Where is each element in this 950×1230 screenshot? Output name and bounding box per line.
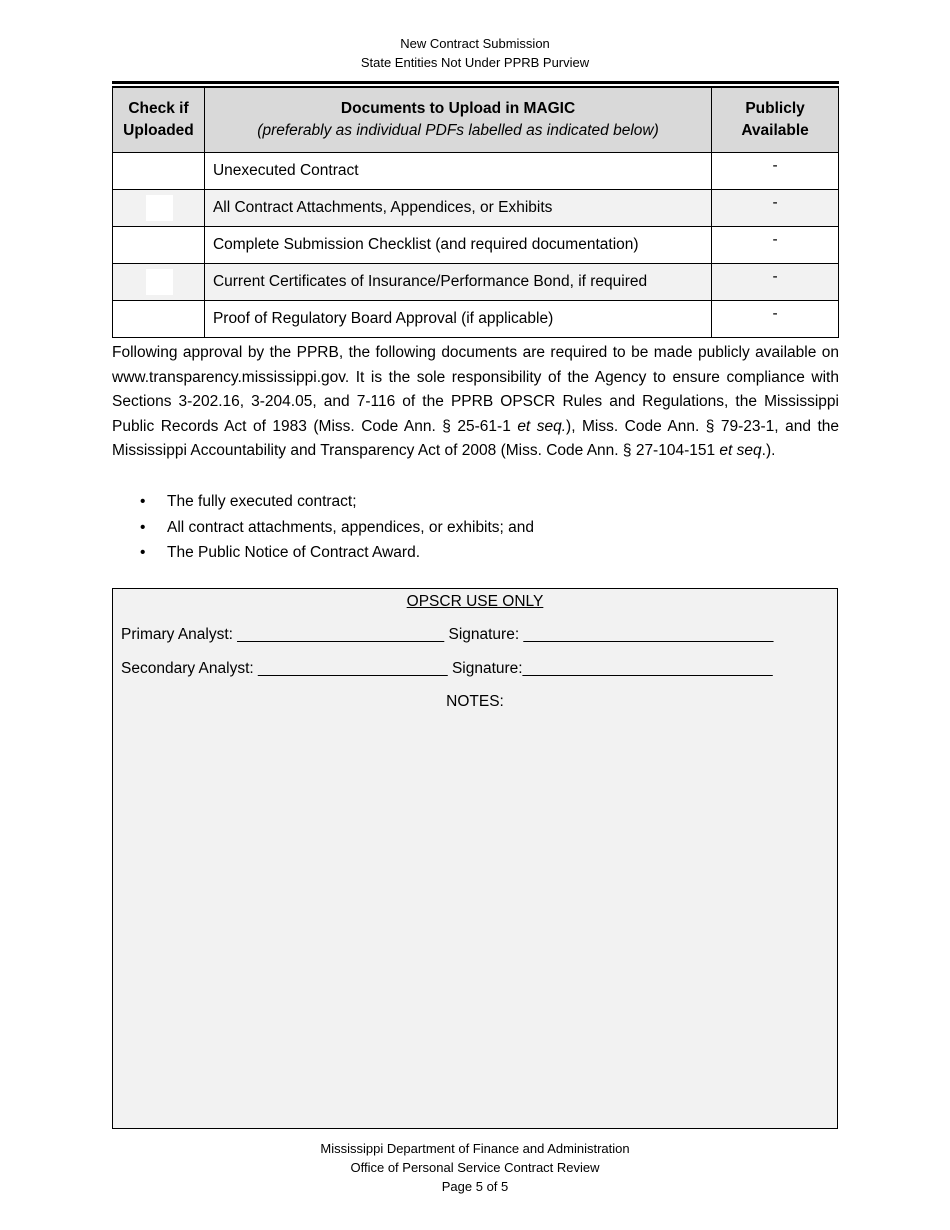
check-cell[interactable]	[113, 153, 205, 190]
publicly-available-value: -	[712, 301, 839, 338]
check-cell[interactable]	[113, 301, 205, 338]
document-name: Current Certificates of Insurance/Performance Bond, if required	[204, 264, 711, 301]
bullet-icon: •	[140, 518, 146, 536]
footer-department: Mississippi Department of Finance and Administration	[320, 1141, 630, 1156]
footer-office: Office of Personal Service Contract Review	[350, 1160, 600, 1175]
table-row	[113, 153, 839, 190]
page-header	[0, 34, 950, 72]
table-row	[113, 227, 839, 264]
page-footer	[0, 1139, 950, 1196]
document-name: Complete Submission Checklist (and required documentation)	[204, 227, 711, 264]
document-name: All Contract Attachments, Appendices, or Exhibits	[204, 190, 711, 227]
check-cell[interactable]	[113, 227, 205, 264]
check-cell	[113, 190, 205, 227]
bullet-icon: •	[140, 544, 146, 561]
check-cell	[113, 264, 205, 301]
opscr-title: OPSCR USE ONLY	[406, 593, 544, 610]
header-title: New Contract Submission	[400, 36, 550, 51]
document-name: Proof of Regulatory Board Approval (if applicable)	[204, 301, 711, 338]
publicly-available-value: -	[712, 227, 839, 264]
bullet-icon: •	[140, 493, 146, 510]
upload-checkbox[interactable]	[146, 269, 173, 295]
required-documents-list	[112, 489, 839, 566]
header-subtitle: State Entities Not Under PPRB Purview	[360, 55, 590, 70]
documents-table	[112, 87, 839, 338]
page-number: Page 5 of 5	[441, 1179, 509, 1194]
document-name: Unexecuted Contract	[204, 153, 711, 190]
publicly-available-value: -	[712, 190, 839, 227]
list-item: • All contract attachments, appendices, or exhibits; and	[112, 515, 839, 541]
table-header-row	[113, 88, 839, 153]
col-publicly-available: Publicly Available	[712, 88, 839, 153]
col-documents-to-upload: Documents to Upload in MAGIC (preferably as individual PDFs labelled as indicated below)	[204, 88, 711, 153]
publicly-available-value: -	[712, 264, 839, 301]
list-item: • The Public Notice of Contract Award.	[112, 540, 839, 566]
table-row	[113, 190, 839, 227]
notes-label: NOTES:	[446, 693, 504, 710]
col-check-if-uploaded: Check if Uploaded	[113, 88, 205, 153]
transparency-paragraph: Following approval by the PPRB, the following documents are required to be made publicly available on www.transparency.mississippi.gov. It is the sole responsibility of the Agency to ensure compliance with Sections 3-202.16, 3-204.05, and 7-116 of the PPRB OPSCR Rules and Regulations, the Mississippi Public Records Act of 1983 (Miss. Code Ann. § 25-61-1 et seq.), Miss. Code Ann. § 79-23-1, and the Mississippi Accountability and Transparency Act of 2008 (Miss. Code Ann. § 27-104-151 et seq.).	[112, 344, 840, 460]
header-rule-thick	[112, 81, 839, 84]
table-row	[113, 301, 839, 338]
publicly-available-value: -	[712, 153, 839, 190]
opscr-use-only-box	[112, 588, 838, 1129]
secondary-analyst-line[interactable]: Secondary Analyst: ______________________ Signature:_____________________________	[121, 660, 773, 677]
primary-analyst-line[interactable]: Primary Analyst: ________________________ Signature: _____________________________	[121, 626, 774, 643]
list-item: • The fully executed contract;	[112, 489, 839, 515]
table-row	[113, 264, 839, 301]
upload-checkbox[interactable]	[146, 195, 173, 221]
